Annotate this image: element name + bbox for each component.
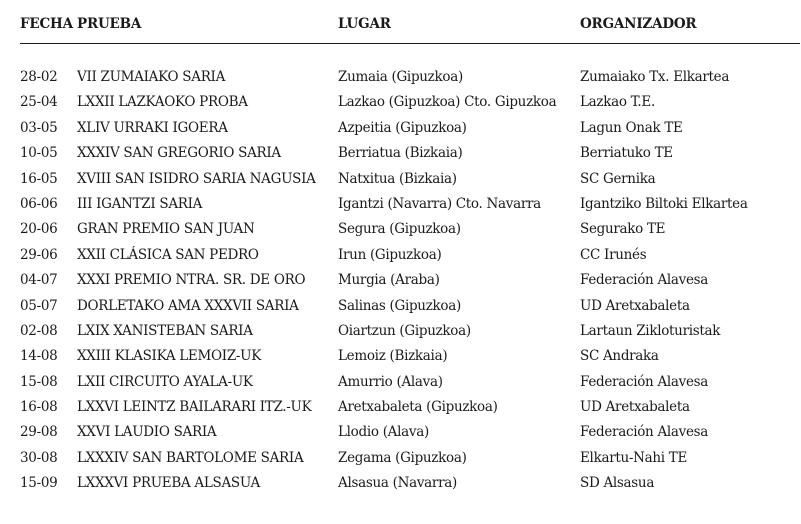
table-row — [0, 295, 801, 320]
cell-lugar: Azpeitia (Gipuzkoa) — [338, 119, 467, 136]
cell-prueba: XXII CLÁSICA SAN PEDRO — [77, 246, 259, 263]
cell-fecha: 04-07 — [20, 272, 58, 289]
cell-organizador: Lagun Onak TE — [580, 119, 683, 136]
table-row — [0, 371, 801, 396]
cell-organizador: Elkartu-Nahi TE — [580, 449, 688, 466]
table-row — [0, 117, 801, 142]
cell-lugar: Zegama (Gipuzkoa) — [338, 449, 467, 466]
table-row — [0, 396, 801, 421]
cell-fecha: 16-08 — [20, 399, 58, 416]
cell-lugar: Murgia (Araba) — [338, 272, 440, 289]
cell-fecha: 28-02 — [20, 69, 58, 85]
cell-organizador: Lartaun Zikloturistak — [580, 322, 721, 339]
cell-fecha: 10-05 — [20, 145, 58, 162]
header-fecha: FECHA — [20, 16, 73, 32]
cell-organizador: Federación Alavesa — [580, 424, 709, 441]
cell-prueba: III IGANTZI SARIA — [77, 195, 203, 212]
header-organizador: ORGANIZADOR — [580, 16, 697, 32]
table-row — [0, 66, 801, 91]
cell-prueba: XVIII SAN ISIDRO SARIA NAGUSIA — [77, 170, 316, 187]
header-lugar: LUGAR — [338, 16, 391, 32]
cell-prueba: XXXI PREMIO NTRA. SR. DE ORO — [77, 272, 306, 289]
header-divider — [20, 43, 800, 44]
cell-prueba: LXXXIV SAN BARTOLOME SARIA — [77, 449, 304, 466]
table-row — [0, 168, 801, 193]
cell-prueba: XXXIV SAN GREGORIO SARIA — [77, 145, 281, 162]
cell-organizador: SC Gernika — [580, 170, 656, 187]
cell-lugar: Llodio (Alava) — [338, 424, 429, 441]
table-row — [0, 447, 801, 472]
cell-fecha: 15-09 — [20, 475, 58, 492]
cell-prueba: XXIII KLASIKA LEMOIZ-UK — [77, 348, 262, 365]
cell-lugar: Oiartzun (Gipuzkoa) — [338, 322, 471, 339]
cell-prueba: LXIX XANISTEBAN SARIA — [77, 322, 253, 339]
table-row — [0, 218, 801, 243]
cell-fecha: 29-06 — [20, 246, 58, 263]
cell-lugar: Zumaia (Gipuzkoa) — [338, 69, 463, 85]
cell-organizador: SD Alsasua — [580, 475, 655, 492]
cell-lugar: Alsasua (Navarra) — [338, 475, 457, 492]
cell-prueba: XLIV URRAKI IGOERA — [77, 119, 228, 136]
table-row — [0, 244, 801, 269]
cell-fecha: 29-08 — [20, 424, 58, 441]
cell-lugar: Amurrio (Alava) — [338, 373, 443, 390]
table-row — [0, 142, 801, 167]
cell-organizador: UD Aretxabaleta — [580, 399, 690, 416]
cell-organizador: UD Aretxabaleta — [580, 297, 690, 314]
cell-lugar: Segura (Gipuzkoa) — [338, 221, 461, 238]
cell-organizador: Segurako TE — [580, 221, 666, 238]
table-header — [0, 0, 801, 44]
cell-organizador: SC Andraka — [580, 348, 659, 365]
table-row — [0, 193, 801, 218]
table-row — [0, 421, 801, 446]
cell-lugar: Berriatua (Bizkaia) — [338, 145, 463, 162]
cell-lugar: Igantzi (Navarra) Cto. Navarra — [338, 195, 541, 212]
cell-lugar: Salinas (Gipuzkoa) — [338, 297, 461, 314]
cell-prueba: VII ZUMAIAKO SARIA — [77, 69, 226, 85]
cell-lugar: Natxitua (Bizkaia) — [338, 170, 457, 187]
cell-prueba: LXXXVI PRUEBA ALSASUA — [77, 475, 260, 492]
cell-prueba: GRAN PREMIO SAN JUAN — [77, 221, 255, 238]
cell-fecha: 20-06 — [20, 221, 58, 238]
cell-fecha: 30-08 — [20, 449, 58, 466]
cell-lugar: Lazkao (Gipuzkoa) Cto. Gipuzkoa — [338, 94, 557, 111]
cell-organizador: CC Irunés — [580, 246, 647, 263]
cell-prueba: LXII CIRCUITO AYALA-UK — [77, 373, 253, 390]
cell-prueba: XXVI LAUDIO SARIA — [77, 424, 217, 441]
table-body — [0, 66, 801, 498]
cell-lugar: Irun (Gipuzkoa) — [338, 246, 442, 263]
table-row — [0, 320, 801, 345]
cell-fecha: 25-04 — [20, 94, 58, 111]
cell-prueba: DORLETAKO AMA XXXVII SARIA — [77, 297, 299, 314]
cell-fecha: 14-08 — [20, 348, 58, 365]
table-row — [0, 269, 801, 294]
cell-fecha: 05-07 — [20, 297, 58, 314]
header-prueba: PRUEBA — [77, 16, 142, 32]
cell-organizador: Federación Alavesa — [580, 272, 709, 289]
cell-prueba: LXXVI LEINTZ BAILARARI ITZ.-UK — [77, 399, 312, 416]
cell-organizador: Zumaiako Tx. Elkartea — [580, 69, 730, 85]
cell-fecha: 03-05 — [20, 119, 58, 136]
cell-lugar: Aretxabaleta (Gipuzkoa) — [338, 399, 498, 416]
cell-fecha: 06-06 — [20, 195, 58, 212]
cell-fecha: 02-08 — [20, 322, 58, 339]
cell-organizador: Igantziko Biltoki Elkartea — [580, 195, 748, 212]
cell-fecha: 15-08 — [20, 373, 58, 390]
cell-fecha: 16-05 — [20, 170, 58, 187]
cell-lugar: Lemoiz (Bizkaia) — [338, 348, 448, 365]
cell-organizador: Berriatuko TE — [580, 145, 673, 162]
cell-prueba: LXXII LAZKAOKO PROBA — [77, 94, 248, 111]
cell-organizador: Federación Alavesa — [580, 373, 709, 390]
table-row — [0, 91, 801, 116]
table-row — [0, 472, 801, 497]
table-row — [0, 345, 801, 370]
cell-organizador: Lazkao T.E. — [580, 94, 655, 111]
